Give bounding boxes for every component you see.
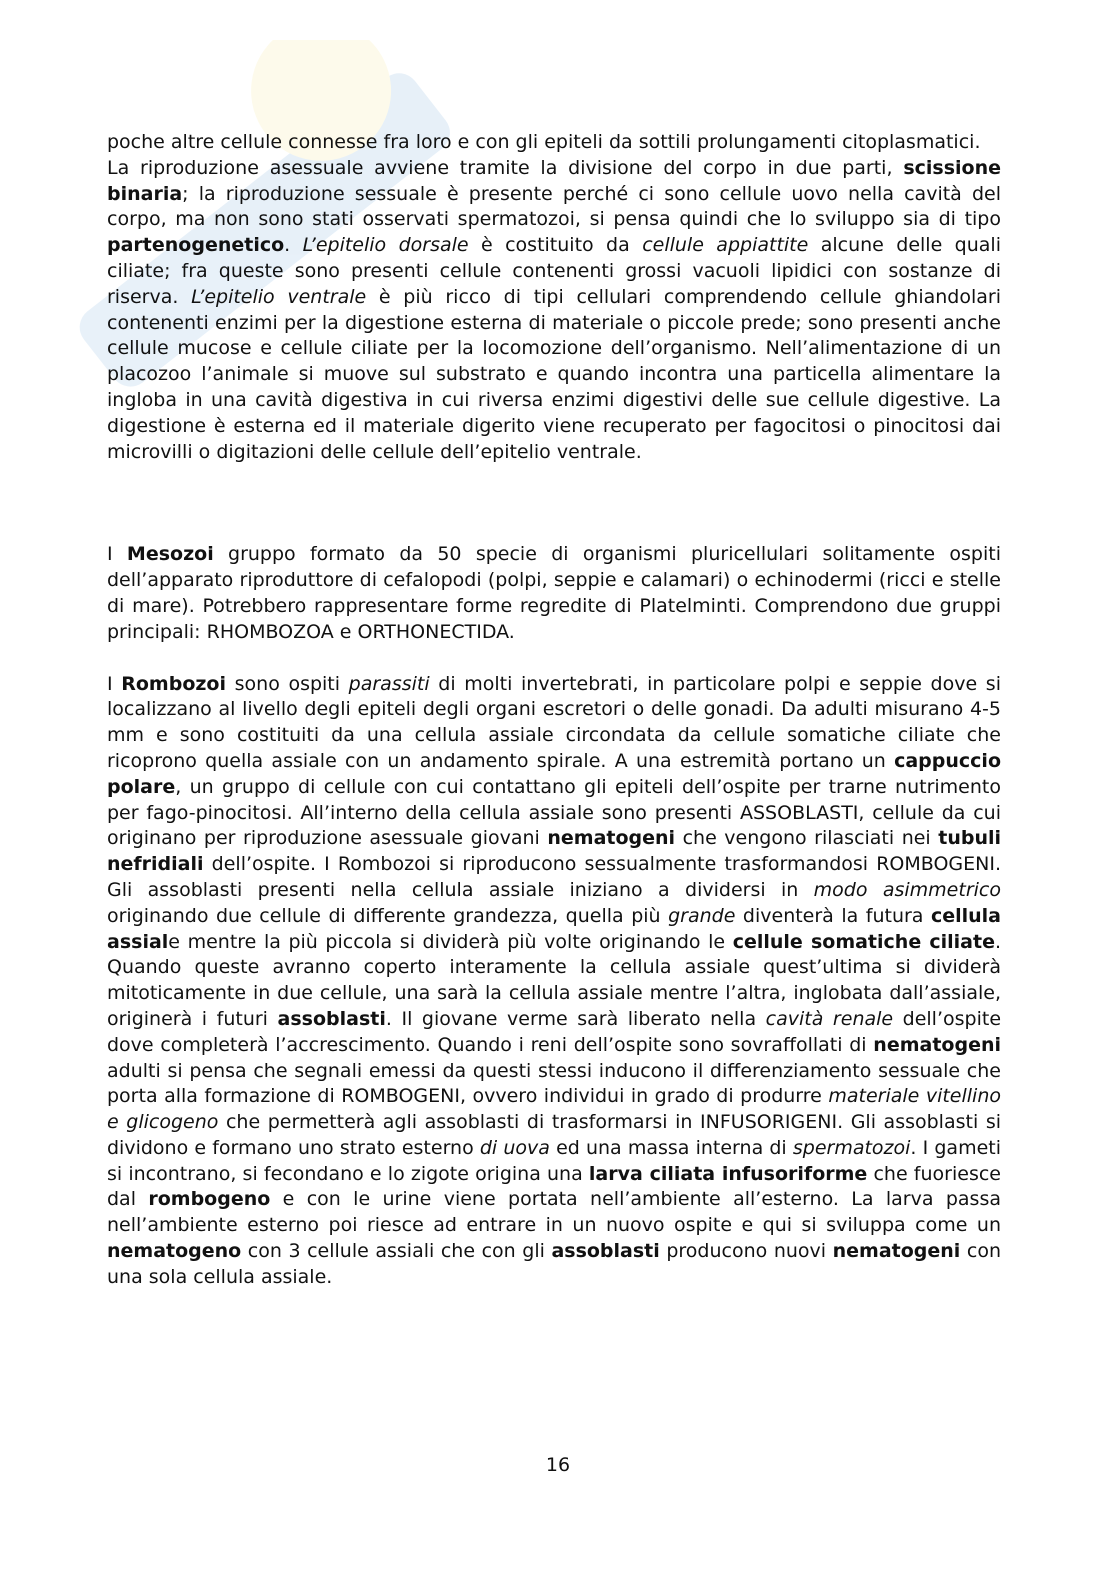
text-run: è più ricco di tipi cellulari comprendendo cellule ghiandolari contenenti enzimi per la digestione esterna di materiale o piccole prede; sono presenti anche cellule mucose e cellule ciliate per la locomozione dell’organismo. Nell’alimentazione di un placozoo l’animale si muove sul substrato e quando incontra una particella alimentare la ingloba in una cavità digestiva in cui riversa enzimi digestivi delle sue cellule digestive. La digestione è esterna ed il materiale digerito viene recuperato per fagocitosi o pinocitosi dai microvilli o digitazioni delle cellule dell’epitelio ventrale. <box>107 285 1001 463</box>
italic-term: cellule appiattite <box>642 234 809 257</box>
bold-term: partenogenetico <box>107 234 285 257</box>
text-run: che vengono rilasciati nei <box>675 827 939 850</box>
text-run: La riproduzione asessuale avviene tramite la divisione del corpo in due parti, <box>107 156 904 179</box>
text-run: di molti invertebrati, in particolare polpi e seppie dove si localizzano al livello degli epiteli degli organi escretori o delle gonadi. Da adulti misurano 4-5 mm e sono costituiti da una cellula assiale circondata da cellule somatiche ciliate che ricoprono quella assiale con un andamento spirale. A una estremità portano un <box>107 672 1001 772</box>
spacer <box>107 646 1001 672</box>
text-run: e mentre la più piccola si dividerà più volte originando le <box>168 930 733 953</box>
text-run: che fuoriesce dal <box>107 1162 1001 1211</box>
bold-term: Mesozoi <box>126 543 214 566</box>
bold-term: larva ciliata infusoriforme <box>588 1162 868 1185</box>
text-run: diventerà la futura <box>735 904 931 927</box>
bold-term: nematogeno <box>107 1240 242 1263</box>
paragraph-rombozoi <box>107 672 1001 1291</box>
text-run: è costituito da <box>468 234 643 257</box>
text-run: poche altre cellule connesse fra loro e con gli epiteli da sottili prolungamenti citoplasmatici. <box>107 131 981 153</box>
italic-term: spermatozoi <box>792 1136 911 1159</box>
text-run: gruppo formato da 50 specie di organismi pluricellulari solitamente ospiti dell’apparato riproduttore di cefalopodi (polpi, seppie e calamari) o echinodermi (ricci e stelle di mare). Potrebbero rappresentare forme regredite di Platelminti. Comprendono due gruppi principali: RHOMBOZOA e ORTHONECTIDA. <box>107 543 1001 643</box>
bold-term: tubuli nefridiali <box>107 827 1001 876</box>
text-run: con una sola cellula assiale. <box>107 1240 1001 1288</box>
paragraph-placozoa <box>107 130 1001 465</box>
italic-term: grande <box>668 904 736 927</box>
text-run: e con le urine viene portata nell’ambiente all’esterno. La larva passa nell’ambiente esterno poi riesce ad entrare in un nuovo ospite e qui si sviluppa come un <box>107 1188 1001 1237</box>
text-run: I <box>107 672 122 695</box>
text-run: che permetterà agli assoblasti di trasformarsi in INFUSORIGENI. Gli assoblasti si dividono e formano uno strato esterno <box>107 1111 1001 1159</box>
bold-term: cellule somatiche ciliate <box>732 930 995 953</box>
text-run: ed una massa interna di <box>549 1136 793 1159</box>
italic-term: materiale vitellino e glicogeno <box>107 1085 1001 1134</box>
text-run: I <box>107 543 127 566</box>
bold-term: assoblasti <box>551 1240 660 1263</box>
italic-term: cavità renale <box>765 1007 894 1030</box>
bold-term: assoblasti <box>277 1007 386 1030</box>
text-run: con 3 cellule assiali che con gli <box>241 1240 552 1263</box>
document-body <box>107 130 1001 1291</box>
bold-term: scissione binaria <box>107 156 1001 205</box>
text-run: alcune delle quali ciliate; fra queste sono presenti cellule contenenti grossi vacuoli lipidici con sostanze di riserva. <box>107 234 1001 308</box>
text-run: ; la riproduzione sessuale è presente perché ci sono cellule uovo nella cavità del corpo, ma non sono stati osservati spermatozoi, si pensa quindi che lo sviluppo sia di tipo <box>107 182 1001 231</box>
bold-term: nematogeni <box>832 1240 961 1263</box>
bold-term: Rombozoi <box>121 672 226 695</box>
bold-term: rombogeno <box>148 1188 271 1211</box>
text-run: originando due cellule di differente grandezza, quella più <box>107 904 669 927</box>
text-run: . <box>284 234 303 257</box>
text-run: sono ospiti <box>226 672 349 695</box>
italic-term: L’epitelio dorsale <box>302 234 469 257</box>
bold-term: nematogeni <box>873 1033 1001 1056</box>
text-run: producono nuovi <box>659 1240 833 1263</box>
bold-term: cappuccio polare <box>107 749 1001 798</box>
text-run: . I gameti si incontrano, si fecondano e lo zigote origina una <box>107 1136 1001 1185</box>
bold-term: cellula assial <box>107 904 1002 953</box>
bold-term: nematogeni <box>547 827 676 850</box>
text-run: . Il giovane verme sarà liberato nella <box>385 1007 766 1030</box>
text-run: . Quando queste avranno coperto interamente la cellula assiale quest’ultima si dividerà mitoticamente in due cellule, una sarà la cellula assiale mentre l’altra, inglobata dall’assiale, originerà i futuri <box>107 930 1002 1030</box>
text-run: dell’ospite. I Rombozoi si riproducono sessualmente trasformandosi ROMBOGENI. Gli assoblasti presenti nella cellula assiale iniziano a dividersi in <box>107 853 1001 901</box>
text-run: dell’ospite dove completerà l’accrescimento. Quando i reni dell’ospite sono sovraffollati di <box>107 1007 1002 1056</box>
italic-term: L’epitelio ventrale <box>191 285 367 308</box>
italic-term: parassiti <box>348 672 430 695</box>
italic-term: modo asimmetrico <box>813 878 1001 901</box>
spacer <box>107 465 1001 542</box>
text-run: , un gruppo di cellule con cui contattano gli epiteli dell’ospite per trarne nutrimento per fago-pinocitosi. All’interno della cellula assiale sono presenti ASSOBLASTI, cellule da cui originano per riproduzione asessuale giovani <box>107 775 1001 850</box>
paragraph-mesozoi <box>107 542 1001 645</box>
text-run: adulti si pensa che segnali emessi da questi stessi inducono il differenziamento sessuale che porta alla formazione di ROMBOGENI, ovvero individui in grado di produrre <box>107 1059 1001 1108</box>
page-number: 16 <box>545 1454 571 1476</box>
italic-term: di uova <box>479 1136 550 1159</box>
